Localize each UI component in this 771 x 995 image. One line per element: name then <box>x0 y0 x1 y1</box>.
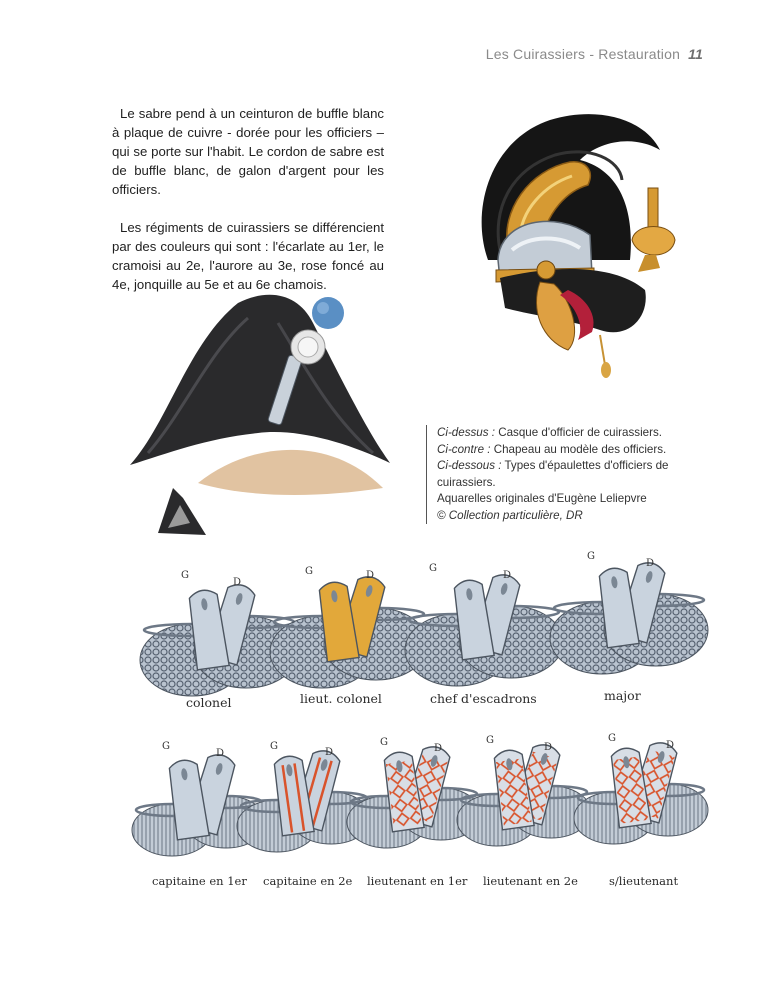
caption-line-epaulettes: Ci-dessous : Types d'épaulettes d'officiers de cuirassiers. <box>437 459 669 489</box>
epaulette-label-capitaine-2: capitaine en 2e <box>263 874 353 888</box>
epaulette-label-colonel: colonel <box>186 695 232 710</box>
mark-d: D <box>434 743 443 754</box>
caption-line-copyright: © Collection particulière, DR <box>437 508 583 522</box>
header-title: Les Cuirassiers - Restauration <box>485 46 681 62</box>
mark-d: D <box>544 742 553 753</box>
epaulette-label-capitaine-1: capitaine en 1er <box>152 874 247 888</box>
mark-d: D <box>503 570 512 581</box>
mark-d: D <box>216 748 225 759</box>
mark-g: G <box>270 741 278 752</box>
mark-d: D <box>325 747 334 758</box>
caption-line-helmet: Ci-dessus : Casque d'officier de cuirassiers. <box>437 426 662 439</box>
caption-line-hat: Ci-contre : Chapeau au modèle des officiers. <box>437 442 667 456</box>
mark-g: G <box>305 566 313 577</box>
epaulette-pair <box>405 571 563 686</box>
epaulette-pair <box>270 573 428 688</box>
epaulette-pair <box>347 743 481 848</box>
mark-g: G <box>429 563 437 574</box>
mark-g: G <box>380 737 388 748</box>
epaulette-label-sous-lieutenant: s/lieutenant <box>609 874 679 888</box>
epaulette-label-lieut-colonel: lieut. colonel <box>300 691 382 706</box>
epaulette-pair <box>550 559 708 674</box>
mark-g: G <box>608 733 616 744</box>
epaulette-label-lieutenant-1: lieutenant en 1er <box>367 874 468 888</box>
mark-d: D <box>233 577 242 588</box>
page-number: 11 <box>688 46 703 62</box>
epaulette-label-major: major <box>604 688 641 703</box>
epaulette-label-lieutenant-2: lieutenant en 2e <box>483 874 578 888</box>
epaulette-pair <box>574 739 708 844</box>
mark-g: G <box>587 551 595 562</box>
mark-d: D <box>666 740 675 751</box>
mark-d: D <box>646 558 655 569</box>
epaulette-label-chef-escadrons: chef d'escadrons <box>430 691 537 706</box>
paragraph-sabre: Le sabre pend à un ceinturon de buffle blanc à plaque de cuivre - dorée pour les officiers – qui se porte sur l'habit. Le cordon de sabre est de buffle blanc, de galon d'argent pour les officiers. <box>112 106 384 197</box>
mark-d: D <box>366 570 375 581</box>
mark-g: G <box>162 741 170 752</box>
mark-g: G <box>486 735 494 746</box>
caption-line-artist: Aquarelles originales d'Eugène Leliepvre <box>437 492 647 505</box>
paragraph-regiments: Les régiments de cuirassiers se différencient par des couleurs qui sont : l'écarlate au 1er, le cramoisi au 2e, l'aurore au 3e, rose foncé au 4e, jonquille au 5e et au 6e chamois. <box>112 220 384 292</box>
mark-g: G <box>181 570 189 581</box>
